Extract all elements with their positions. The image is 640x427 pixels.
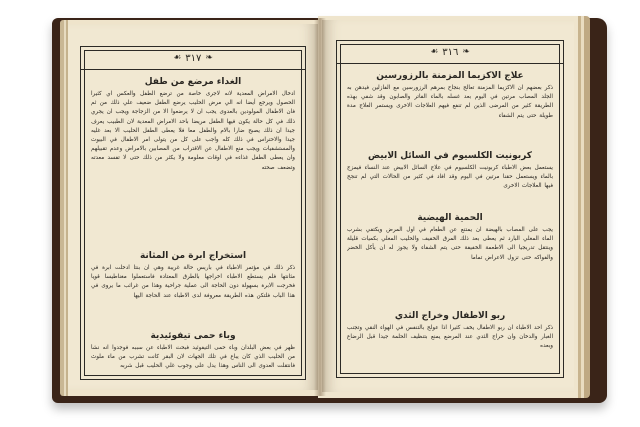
ornament-icon: ❧ xyxy=(205,53,213,63)
ornament-icon: ☙ xyxy=(430,47,439,57)
left-page-number-text: ٣١٧ xyxy=(185,52,202,64)
section-title: كربونيت الكلسيوم في السائل الابيض xyxy=(368,151,532,161)
right-page-number xyxy=(430,47,470,58)
section-text: ذكر بعضهم ان الاكزيما المزمنة تعالج بنجاح بمرهم الرزورسين مع الفازلين فيدهن به الجلد المصاب مرتين في اليوم بعد غسله بالماء الفاتر والصابون وقد شفي بهذه الطريقة كثير من المرضى الذين لم تنفع فيهم العلاجات الاخرى ويستمر العلاج مدة طويلة حتى يتم الشفاء xyxy=(347,85,553,119)
section-text: يستعمل بعض الاطباء كربونيت الكلسيوم في علاج السائل الابيض عند النساء فيمزج بالماء ويستعمل حقنا مرتين في اليوم وقد افاد في كثير من الحالات التي لم تنجح فيها العلاجات الاخرى xyxy=(347,165,553,190)
left-page-body xyxy=(91,75,295,371)
section-text: ظهر في بعض البلدان وباء حمى التيفوئيد فبحث الاطباء عن سببه فوجدوا انه نشأ من الحليب الذي كان يباع في تلك الجهات لان البقر كانت تشرب من ماء ملوث فانتقلت العدوى الى الناس وهذا يدل على وجوب غلي الحليب قبل شربه xyxy=(91,345,295,370)
left-page-header xyxy=(81,47,305,70)
section-title: ربو الاطفال وخراج الثدي xyxy=(394,311,506,321)
right-page-frame xyxy=(336,40,564,378)
section-text: ذكر احد الاطباء ان ربو الاطفال يخف كثيرا اذا عولج بالتنفس في الهواء النقي وتجنب الغبار والدخان وان خراج الثدي عند المرضع يمنع بتنظيف الحلمة جيدا قبل الرضاع وبعده xyxy=(347,325,553,350)
left-page-frame xyxy=(80,46,306,380)
ornament-icon: ❧ xyxy=(462,47,470,57)
section-title: وباء حمى تيفوئيدية xyxy=(150,331,236,341)
right-page-header xyxy=(337,41,563,64)
section-text: يجب على المصاب بالهيضة ان يمتنع عن الطعام في اول المرض ويكتفي بشرب الماء المغلي البارد ثم يعطى بعد ذلك المرق الخفيف والحليب المغلي بكميات قليلة وينتقل تدريجيا الى الاطعمة الخفيفة حتى يتم الشفاء ولا يجوز له ان يأكل الخضر والفواكه حتى تزول الاعراض تماما xyxy=(347,227,553,261)
right-page-number-text: ٣١٦ xyxy=(442,46,459,58)
section-title: الغداء مرضع من طفل xyxy=(144,77,242,87)
section-text: ذكر ذلك في مؤتمر الاطباء في باريس حالة غريبة وهي ان بنتا ادخلت ابرة في مثانتها فلم يستطع الاطباء اخراجها بالطرق المعتادة فاستعملوا مغناطيسا قويا فخرجت الابرة بسهولة دون الحاجة الى عملية جراحية وهذا من غرائب ما يروى في هذا الباب فلتكن هذه الطريقة معروفة لدى الاطباء عند الحاجة اليها xyxy=(91,265,295,299)
section-title: علاج الاكزيما المزمنة بالرزورسين xyxy=(376,71,524,81)
ornament-icon: ☙ xyxy=(173,53,182,63)
right-page-body xyxy=(347,69,553,369)
section-text: ادخال الامراض المعدية لانه لاجرى خاصة من ترضع الطفل والعكس اي كثيرا الحصول ويرجع أيضا انه الي مرض الحليب يرضع الطفل ضعيف علي ذلك من ثم فان الاطفال المولودين بالعدوى يجب ان لا يرضعوا الا من الزجاجة ويجب ان يجري ذلك في كل حالة يكون فيها الطفل مريضا باحد الامراض المعدية لان الطبيب يعرف جيدا ان ذلك يصبح ضارا بالام والطفل معا فلا يعطى الطفل الحليب الا بعد غليه جيدا والاحتراس في ذلك كله واجب على كل من يتولى امر الاطفال في البيوت والمستشفيات ويجب منع الاطفال عن الاقتراب من المصابين بالامراض وعدم تقبيلهم وان يعطى الطفل غذاءه في اوقات معلومة ولا يكثر من ذلك حتى لا تفسد معدته وتضعف صحته xyxy=(91,91,295,171)
section-title: الحمية الهيضية xyxy=(417,213,483,223)
section-title: استخراج ابرة من المثانة xyxy=(139,251,247,261)
book-gutter xyxy=(314,18,326,396)
left-page-number xyxy=(173,53,213,64)
